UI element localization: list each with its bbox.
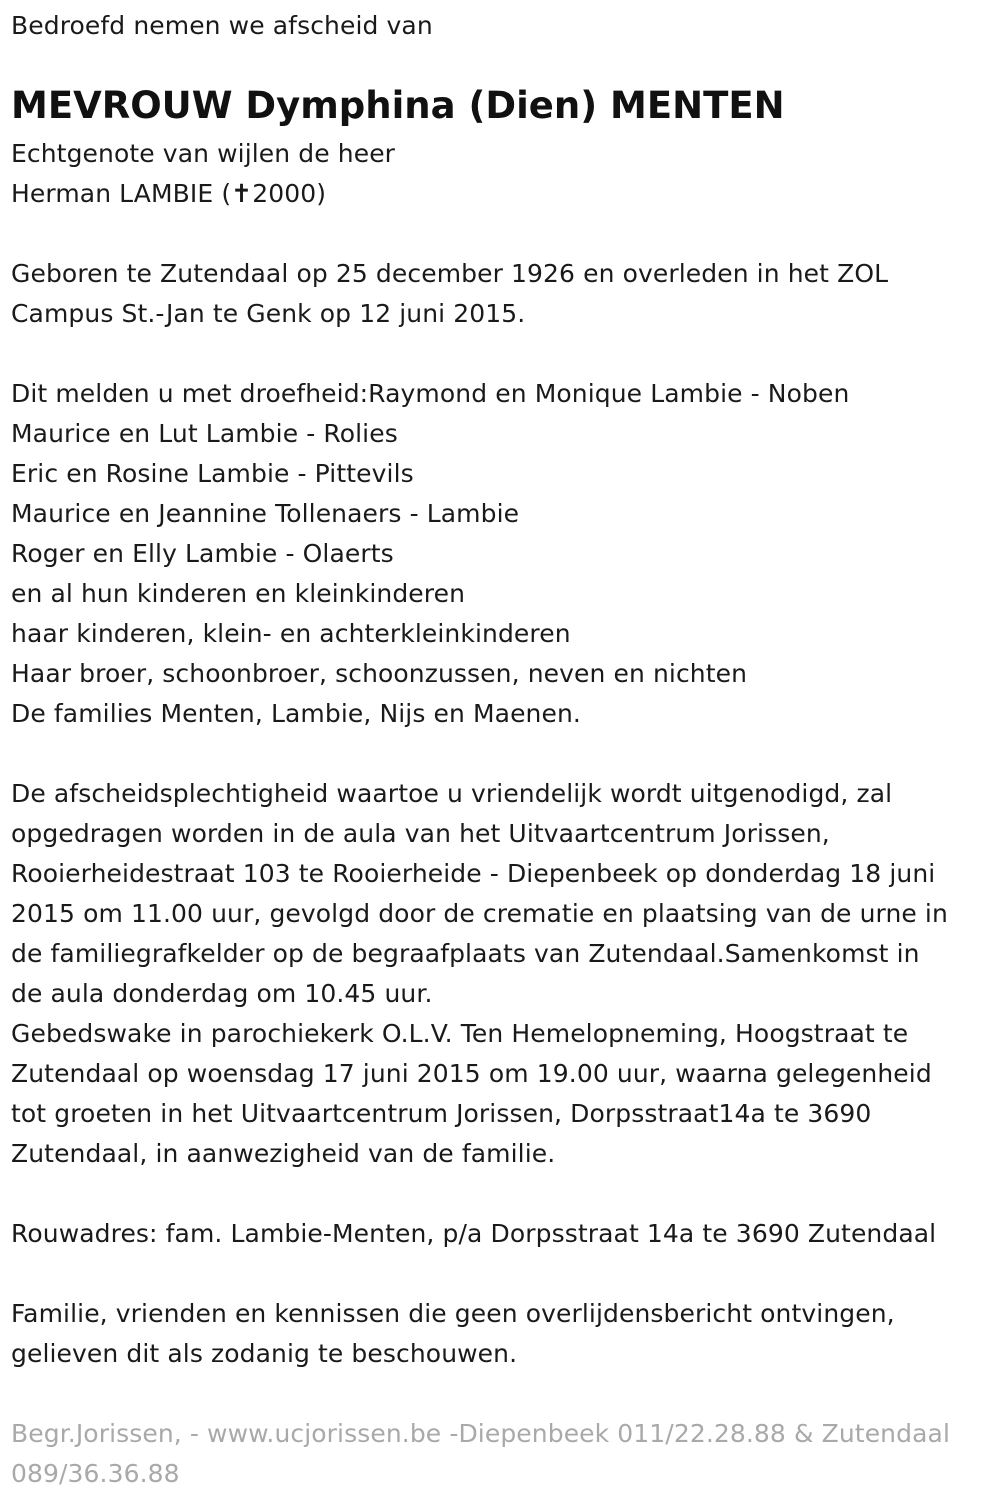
notice-block xyxy=(11,1294,895,1374)
ceremony-line: de familiegrafkelder op de begraafplaats van Zutendaal.Samenkomst in xyxy=(11,939,920,968)
family-line: Maurice en Lut Lambie - Rolies xyxy=(11,419,398,448)
family-line: De families Menten, Lambie, Nijs en Maenen. xyxy=(11,699,581,728)
birth-death-block xyxy=(11,254,888,334)
ceremony-line: Rooierheidestraat 103 te Rooierheide - Diepenbeek op donderdag 18 juni xyxy=(11,859,936,888)
footer-line: 089/36.36.88 xyxy=(11,1459,180,1488)
ceremony-line: de aula donderdag om 10.45 uur. xyxy=(11,979,433,1008)
footer-line: Begr.Jorissen, - www.ucjorissen.be -Diepenbeek 011/22.28.88 & Zutendaal xyxy=(11,1419,950,1448)
intro-text: Bedroefd nemen we afscheid van xyxy=(11,11,433,40)
ceremony-line: tot groeten in het Uitvaartcentrum Jorissen, Dorpsstraat14a te 3690 xyxy=(11,1099,872,1128)
birth-death-line: Campus St.-Jan te Genk op 12 juni 2015. xyxy=(11,299,526,328)
ceremony-line: Zutendaal, in aanwezigheid van de familie. xyxy=(11,1139,556,1168)
family-line: Dit melden u met droefheid:Raymond en Monique Lambie - Noben xyxy=(11,379,850,408)
notice-line: Familie, vrienden en kennissen die geen overlijdensbericht ontvingen, xyxy=(11,1299,895,1328)
notice-line: gelieven dit als zodanig te beschouwen. xyxy=(11,1339,518,1368)
spouse-line: Herman LAMBIE (✝2000) xyxy=(11,179,327,208)
ceremony-block xyxy=(11,774,948,1174)
family-block xyxy=(11,374,849,734)
spouse-block xyxy=(11,134,395,214)
family-line: Roger en Elly Lambie - Olaerts xyxy=(11,539,394,568)
ceremony-line: Gebedswake in parochiekerk O.L.V. Ten Hemelopneming, Hoogstraat te xyxy=(11,1019,909,1048)
family-line: haar kinderen, klein- en achterkleinkinderen xyxy=(11,619,571,648)
ceremony-line: opgedragen worden in de aula van het Uitvaartcentrum Jorissen, xyxy=(11,819,830,848)
family-line: Haar broer, schoonbroer, schoonzussen, neven en nichten xyxy=(11,659,748,688)
birth-death-line: Geboren te Zutendaal op 25 december 1926 en overleden in het ZOL xyxy=(11,259,889,288)
ceremony-line: 2015 om 11.00 uur, gevolgd door de crematie en plaatsing van de urne in xyxy=(11,899,948,928)
deceased-name: MEVROUW Dymphina (Dien) MENTEN xyxy=(11,84,785,127)
undertaker-footer xyxy=(11,1414,950,1494)
ceremony-line: Zutendaal op woensdag 17 juni 2015 om 19.00 uur, waarna gelegenheid xyxy=(11,1059,932,1088)
address-block xyxy=(11,1214,936,1254)
ceremony-line: De afscheidsplechtigheid waartoe u vriendelijk wordt uitgenodigd, zal xyxy=(11,779,893,808)
mourning-address: Rouwadres: fam. Lambie-Menten, p/a Dorpsstraat 14a te 3690 Zutendaal xyxy=(11,1219,937,1248)
spouse-line: Echtgenote van wijlen de heer xyxy=(11,139,396,168)
family-line: en al hun kinderen en kleinkinderen xyxy=(11,579,466,608)
family-line: Maurice en Jeannine Tollenaers - Lambie xyxy=(11,499,520,528)
family-line: Eric en Rosine Lambie - Pittevils xyxy=(11,459,414,488)
